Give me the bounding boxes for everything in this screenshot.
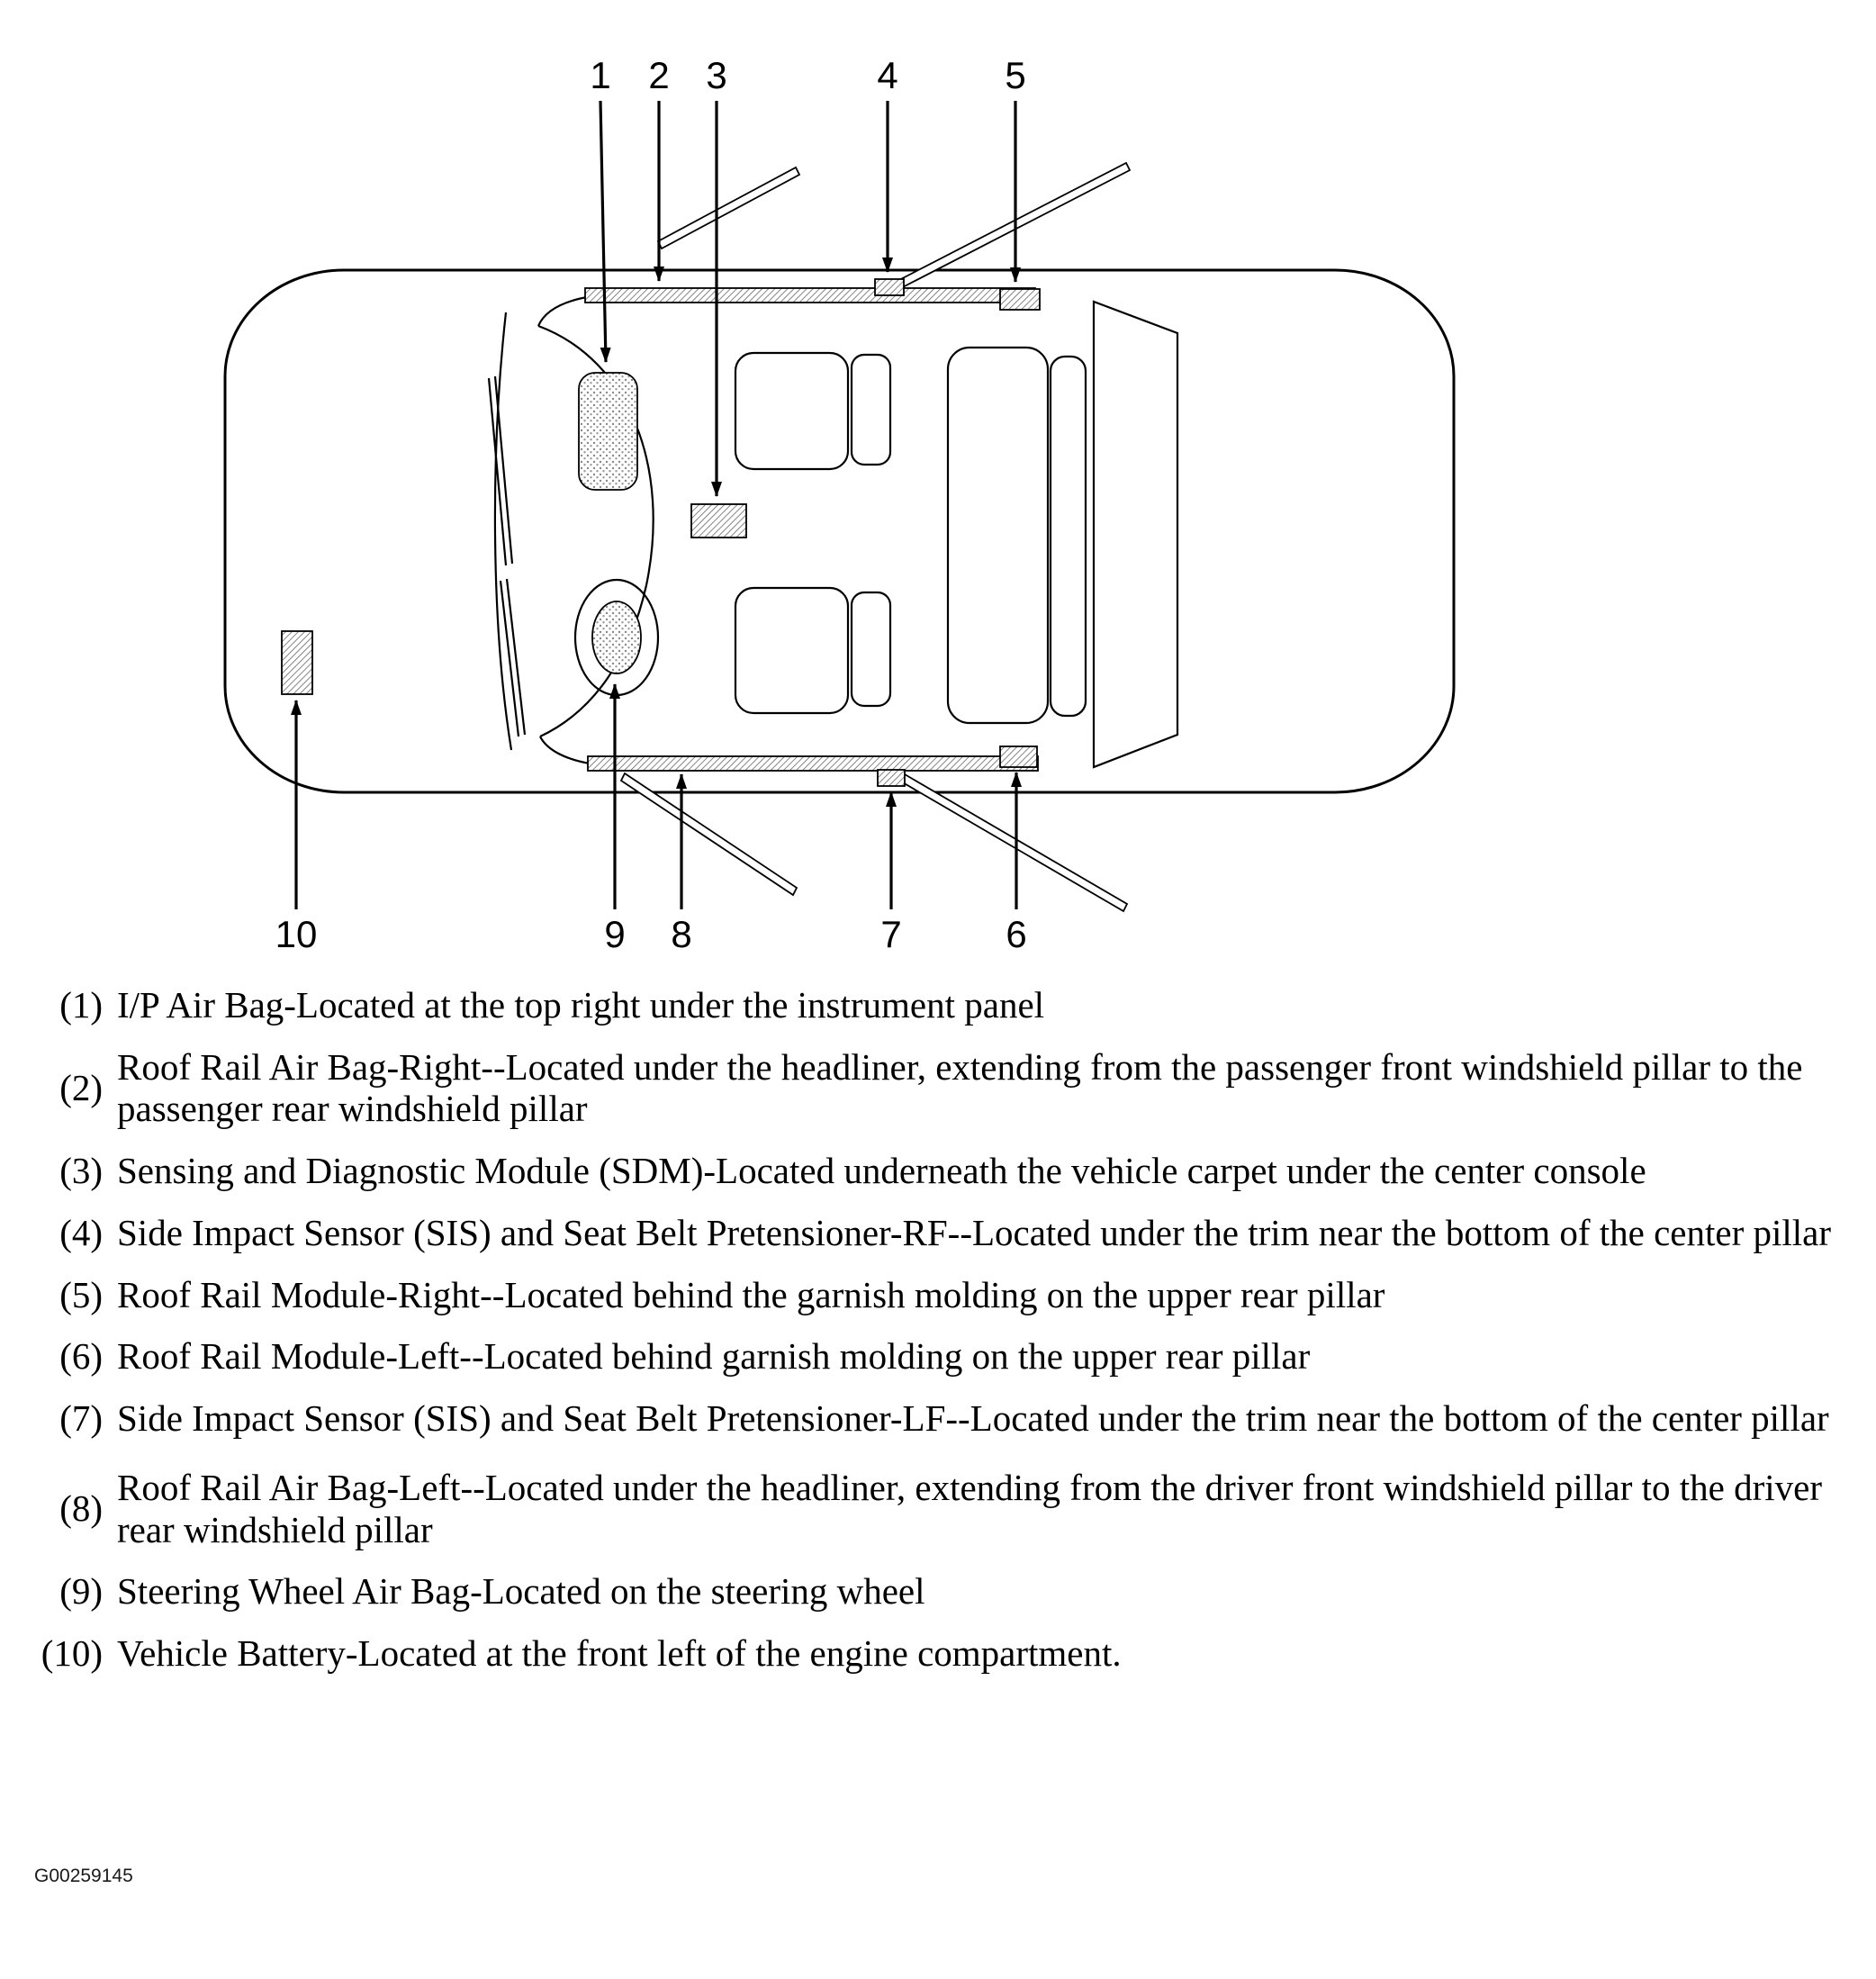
legend-item-8 bbox=[27, 1467, 1849, 1550]
a-pillar-line-right bbox=[538, 297, 587, 326]
legend-item-5 bbox=[27, 1274, 1849, 1316]
legend-item-number: (10) bbox=[41, 1632, 103, 1675]
legend-item-text: Side Impact Sensor (SIS) and Seat Belt Pretensioner-RF--Located under the trim near the bottom of the center pillar bbox=[117, 1211, 1831, 1253]
sensing-diagnostic-module bbox=[691, 504, 746, 538]
legend-item-1 bbox=[27, 984, 1849, 1026]
legend-item-9 bbox=[27, 1570, 1849, 1613]
roof-rail-module-left bbox=[1000, 746, 1037, 767]
front-seat-right-cushion bbox=[735, 353, 848, 469]
legend-item-number: (1) bbox=[59, 984, 103, 1026]
callout-4: 4 bbox=[877, 54, 898, 96]
legend-item-3 bbox=[27, 1150, 1849, 1192]
rear-seat-back bbox=[1051, 357, 1086, 716]
legend-item-10 bbox=[27, 1632, 1849, 1675]
callout-3: 3 bbox=[706, 54, 727, 96]
legend-item-6 bbox=[27, 1335, 1849, 1378]
wiper-blade-right bbox=[489, 376, 512, 565]
legend-item-number: (3) bbox=[59, 1150, 103, 1192]
roof-rail-air-bag-left bbox=[588, 756, 1038, 771]
front-seat-left-cushion bbox=[735, 588, 848, 713]
legend-item-text: Roof Rail Module-Right--Located behind the garnish molding on the upper rear pillar bbox=[117, 1273, 1385, 1315]
steering-wheel-air-bag bbox=[592, 601, 641, 673]
legend-item-number: (8) bbox=[59, 1487, 103, 1530]
roof-rail-module-right bbox=[1000, 289, 1040, 310]
callout-7: 7 bbox=[880, 913, 902, 955]
wiper-blade-left bbox=[501, 579, 525, 736]
legend-item-number: (5) bbox=[59, 1273, 103, 1315]
legend bbox=[0, 968, 1876, 1675]
roof-rail-air-bag-right bbox=[585, 288, 1035, 303]
legend-item-number: (9) bbox=[59, 1570, 103, 1613]
leader-arrow-1 bbox=[600, 101, 606, 362]
legend-item-text: Vehicle Battery-Located at the front left of the engine compartment. bbox=[117, 1632, 1122, 1675]
callout-9: 9 bbox=[604, 913, 626, 955]
ip-air-bag bbox=[579, 373, 637, 490]
figure-id: G00259145 bbox=[34, 1866, 133, 1886]
side-impact-sensor-rf bbox=[875, 279, 904, 295]
legend-item-number: (2) bbox=[59, 1067, 103, 1109]
legend-item-7 bbox=[27, 1397, 1849, 1440]
legend-item-4 bbox=[27, 1212, 1849, 1254]
callout-5: 5 bbox=[1005, 54, 1026, 96]
legend-item-number: (4) bbox=[59, 1211, 103, 1253]
callout-8: 8 bbox=[671, 913, 692, 955]
legend-item-text: Roof Rail Air Bag-Right--Located under the headliner, extending from the passenger front windshield pillar to the passenger rear windshield pillar bbox=[117, 1045, 1803, 1130]
legend-item-2 bbox=[27, 1046, 1849, 1130]
callout-1: 1 bbox=[590, 54, 611, 96]
callout-2: 2 bbox=[648, 54, 670, 96]
rear-window-outline bbox=[1094, 302, 1177, 767]
legend-item-number: (6) bbox=[59, 1335, 103, 1378]
legend-item-text: Steering Wheel Air Bag-Located on the steering wheel bbox=[117, 1570, 925, 1613]
side-impact-sensor-lf bbox=[878, 770, 905, 786]
front-pillar-strip-right bbox=[658, 167, 799, 249]
legend-item-text: Roof Rail Module-Left--Located behind garnish molding on the upper rear pillar bbox=[117, 1335, 1311, 1378]
callout-6: 6 bbox=[1006, 913, 1027, 955]
a-pillar-line-left bbox=[540, 736, 590, 764]
callout-10: 10 bbox=[275, 913, 318, 955]
legend-item-number: (7) bbox=[59, 1397, 103, 1440]
vehicle-diagram bbox=[0, 0, 1876, 968]
legend-item-text: Side Impact Sensor (SIS) and Seat Belt Pretensioner-LF--Located under the trim near the bottom of the center pillar bbox=[117, 1397, 1829, 1440]
legend-item-text: Roof Rail Air Bag-Left--Located under the headliner, extending from the driver front windshield pillar to the driver rear windshield pillar bbox=[117, 1466, 1823, 1550]
vehicle-top-view-svg bbox=[0, 0, 1876, 968]
front-seat-left-back bbox=[852, 592, 890, 706]
vehicle-battery bbox=[282, 631, 312, 694]
rear-pillar-strip-left bbox=[901, 774, 1127, 911]
car-body-outline bbox=[225, 270, 1454, 792]
front-seat-right-back bbox=[852, 355, 890, 465]
legend-item-text: Sensing and Diagnostic Module (SDM)-Located underneath the vehicle carpet under the center console bbox=[117, 1150, 1646, 1192]
rear-seat-cushion bbox=[948, 348, 1048, 723]
rear-pillar-strip-right bbox=[892, 163, 1130, 291]
legend-item-text: I/P Air Bag-Located at the top right under the instrument panel bbox=[117, 984, 1045, 1026]
